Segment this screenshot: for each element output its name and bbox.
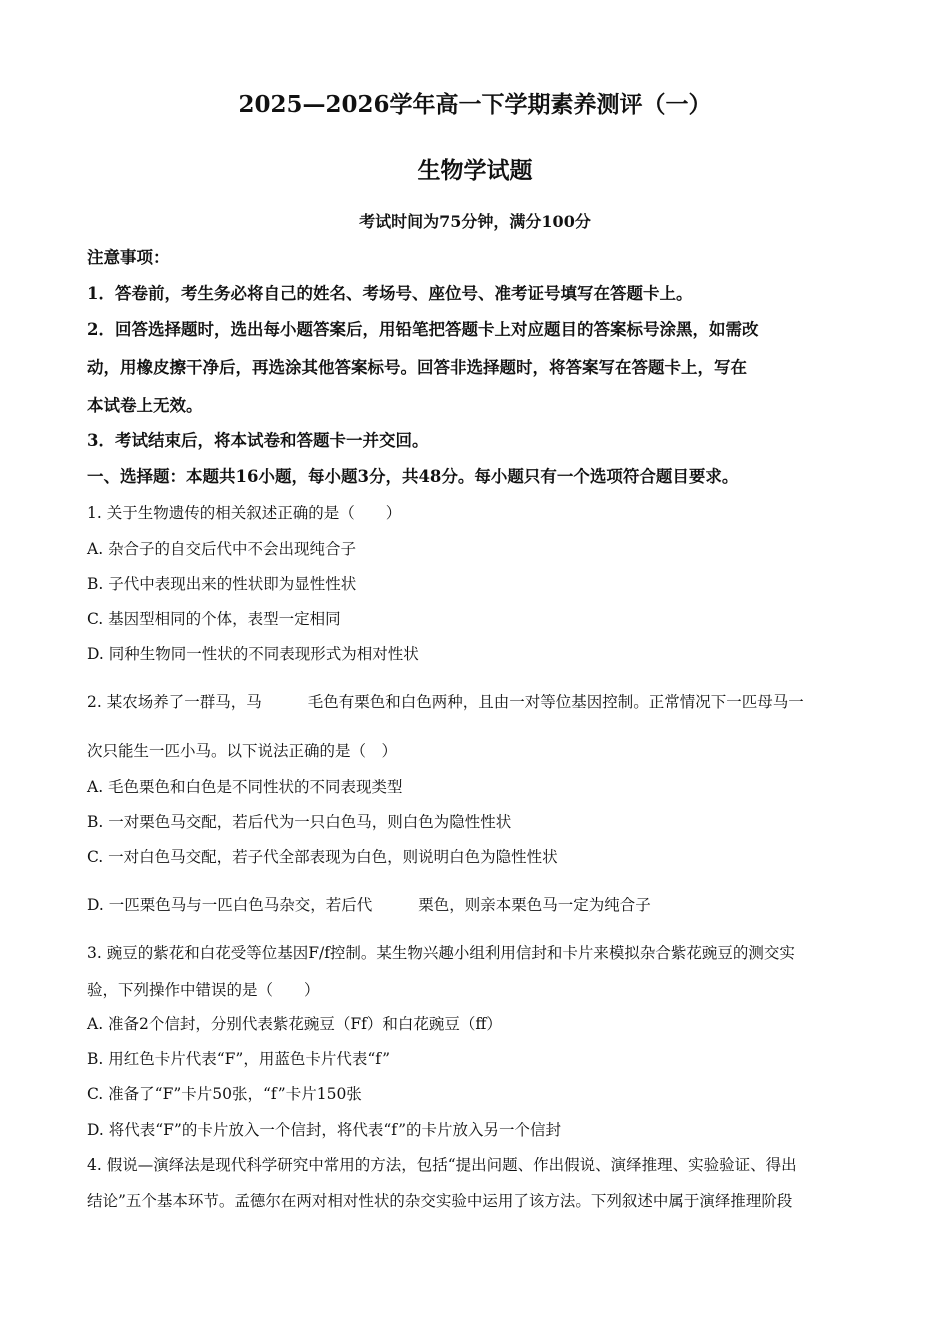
- q2-option-a: A. 毛色栗色和白色是不同性状的不同表现类型: [87, 778, 403, 796]
- notice-item-1: 1．答卷前，考生务必将自己的姓名、考场号、座位号、准考证号填写在答题卡上。: [87, 284, 693, 303]
- q2-stem-part-2: 毛色有栗色和白色两种，且由一对等位基因控制。正常情况下一匹母马一: [307, 693, 804, 711]
- notice-item-2-line-2: 动，用橡皮擦干净后，再选涂其他答案标号。回答非选择题时，将答案写在答题卡上，写在: [87, 358, 747, 377]
- q4-stem-line-1: 4. 假说—演绎法是现代科学研究中常用的方法，包括“提出问题、作出假说、演绎推理、实验验证、得出: [87, 1156, 797, 1174]
- q3-option-c: C. 准备了“F”卡片50张，“f”卡片150张: [87, 1085, 362, 1103]
- q3-stem-line-1: 3. 豌豆的紫花和白花受等位基因F/f控制。某生物兴趣小组利用信封和卡片来模拟杂合紫花豌豆的测交实: [87, 944, 795, 962]
- q1-option-a: A. 杂合子的自交后代中不会出现纯合子: [87, 540, 357, 558]
- q2-stem-line-1: [87, 692, 804, 712]
- q2-option-d-part-1: D. 一匹栗色马与一匹白色马杂交，若后代: [87, 896, 373, 914]
- q1-option-c: C. 基因型相同的个体，表型一定相同: [87, 610, 341, 628]
- exam-title: 2025—2026学年高一下学期素养测评（一）: [238, 91, 712, 118]
- q1-option-b: B. 子代中表现出来的性状即为显性性状: [87, 575, 357, 593]
- q1-option-d: D. 同种生物同一性状的不同表现形式为相对性状: [87, 645, 419, 663]
- q3-option-a: A. 准备2个信封，分别代表紫花豌豆（Ff）和白花豌豆（ff）: [87, 1015, 502, 1033]
- q1-stem: 1. 关于生物遗传的相关叙述正确的是（ ）: [87, 504, 402, 522]
- notice-item-2-line-1: 2．回答选择题时，选出每小题答案后，用铅笔把答题卡上对应题目的答案标号涂黑，如需改: [87, 320, 759, 339]
- q3-stem-line-2: 验，下列操作中错误的是（ ）: [87, 981, 320, 999]
- q4-stem-line-2: 结论”五个基本环节。孟德尔在两对相对性状的杂交实验中运用了该方法。下列叙述中属于演绎推理阶段: [87, 1192, 793, 1210]
- notice-heading: 注意事项：: [87, 248, 170, 267]
- q2-stem-part-1: 2. 某农场养了一群马，马: [87, 693, 262, 711]
- q2-option-d-part-2: 栗色，则亲本栗色马一定为纯合子: [418, 896, 651, 914]
- q3-option-b: B. 用红色卡片代表“F”，用蓝色卡片代表“f”: [87, 1050, 391, 1068]
- q2-option-c: C. 一对白色马交配，若子代全部表现为白色，则说明白色为隐性性状: [87, 848, 558, 866]
- notice-item-2-line-3: 本试卷上无效。: [87, 396, 203, 415]
- q3-option-d: D. 将代表“F”的卡片放入一个信封，将代表“f”的卡片放入另一个信封: [87, 1121, 562, 1139]
- subject-title: 生物学试题: [417, 157, 533, 184]
- q2-option-b: B. 一对栗色马交配，若后代为一只白色马，则白色为隐性性状: [87, 813, 512, 831]
- exam-info: 考试时间为75分钟，满分100分: [359, 212, 591, 231]
- q2-option-d: [87, 895, 651, 915]
- q2-stem-line-2: 次只能生一匹小马。以下说法正确的是（ ）: [87, 742, 398, 760]
- section-1-heading: 一、选择题：本题共16小题，每小题3分，共48分。每小题只有一个选项符合题目要求。: [87, 467, 739, 486]
- notice-item-3: 3．考试结束后，将本试卷和答题卡一并交回。: [87, 431, 429, 450]
